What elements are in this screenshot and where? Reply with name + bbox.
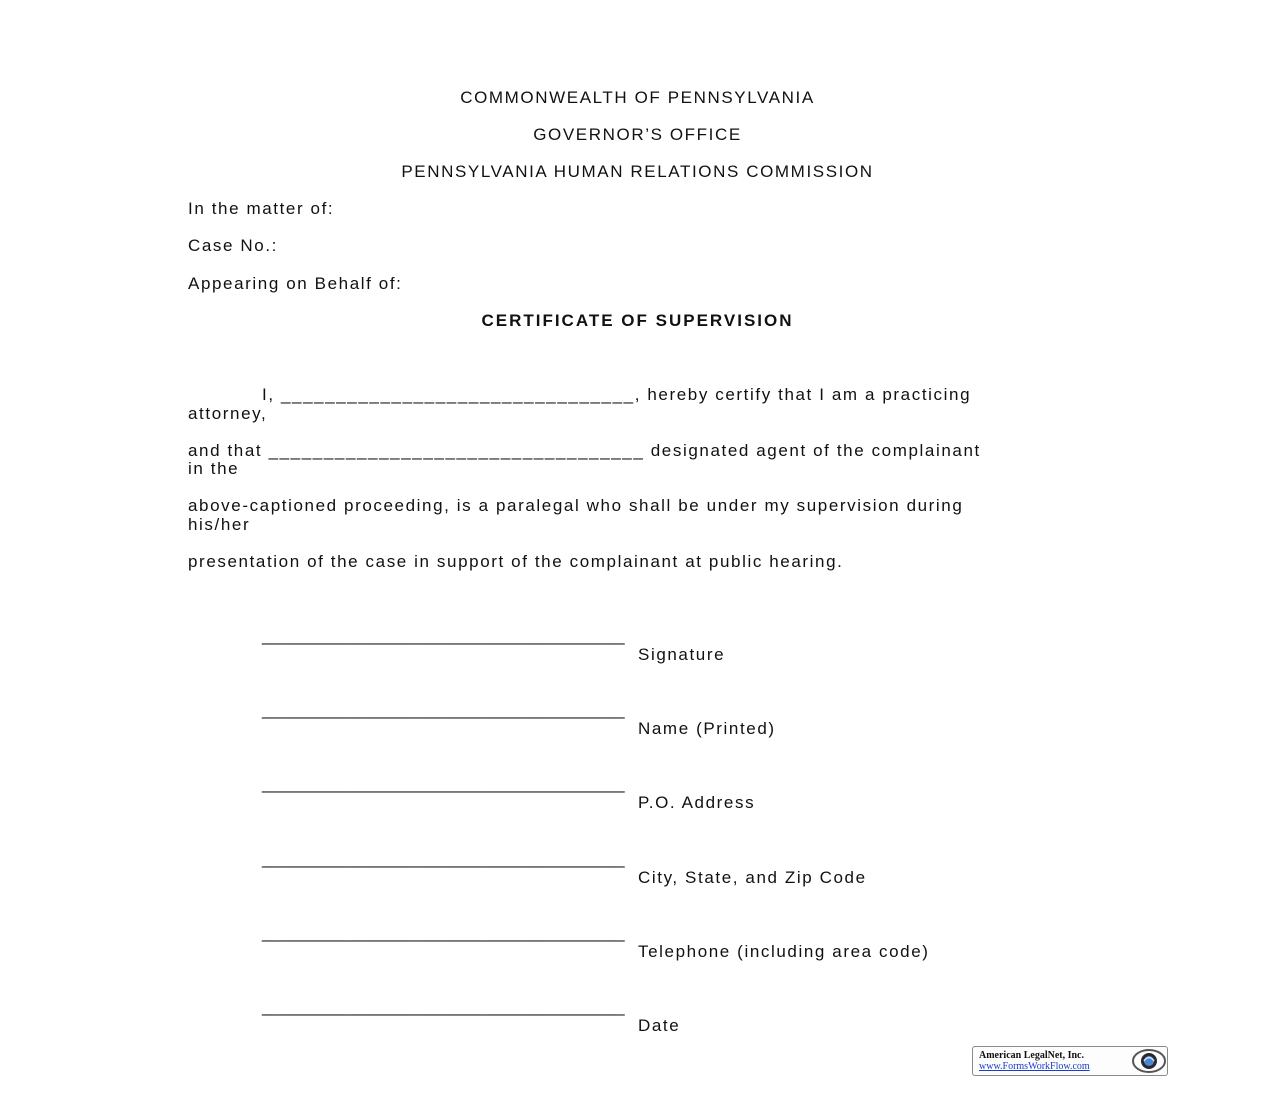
city-state-zip-line: ________________________________________ [262,849,625,868]
badge-company-name: American LegalNet, Inc. [979,1050,1084,1061]
date-line: ________________________________________ [262,997,625,1016]
body-paragraph-3-line-1: above-captioned proceeding, is a paralegal who shall be under my supervision during [188,496,964,515]
body-paragraph-3-line-2: his/her [188,515,251,534]
field-case-no-label: Case No.: [188,236,278,255]
body-paragraph-1-line-2: attorney, [188,404,268,423]
date-label: Date [638,1016,681,1035]
field-matter-label: In the matter of: [188,199,335,218]
globe-logo-icon [1131,1048,1167,1074]
body-paragraph-2-line-2: in the [188,459,240,478]
signature-label: Signature [638,645,726,664]
document-title: CERTIFICATE OF SUPERVISION [481,311,794,330]
header-governors-office: GOVERNOR’S OFFICE [533,125,742,144]
po-address-label: P.O. Address [638,793,756,812]
name-printed-line: ________________________________________ [262,700,625,719]
header-commonwealth: COMMONWEALTH OF PENNSYLVANIA [460,88,815,107]
legalnet-badge[interactable] [972,1046,1168,1076]
body-paragraph-1-line-1: I, ________________________________, hereby certify that I am a practicing [262,385,972,404]
badge-url-link[interactable]: www.FormsWorkFlow.com [979,1061,1090,1072]
body-paragraph-4: presentation of the case in support of the complainant at public hearing. [188,552,844,571]
name-printed-label: Name (Printed) [638,719,776,738]
body-paragraph-2-line-1: and that __________________________________ designated agent of the complainant [188,441,981,460]
header-commission: PENNSYLVANIA HUMAN RELATIONS COMMISSION [401,162,874,181]
signature-line: ________________________________________ [262,626,625,645]
telephone-label: Telephone (including area code) [638,942,930,961]
po-address-line: ________________________________________ [262,774,625,793]
field-behalf-label: Appearing on Behalf of: [188,274,403,293]
city-state-zip-label: City, State, and Zip Code [638,868,867,887]
telephone-line: ________________________________________ [262,923,625,942]
